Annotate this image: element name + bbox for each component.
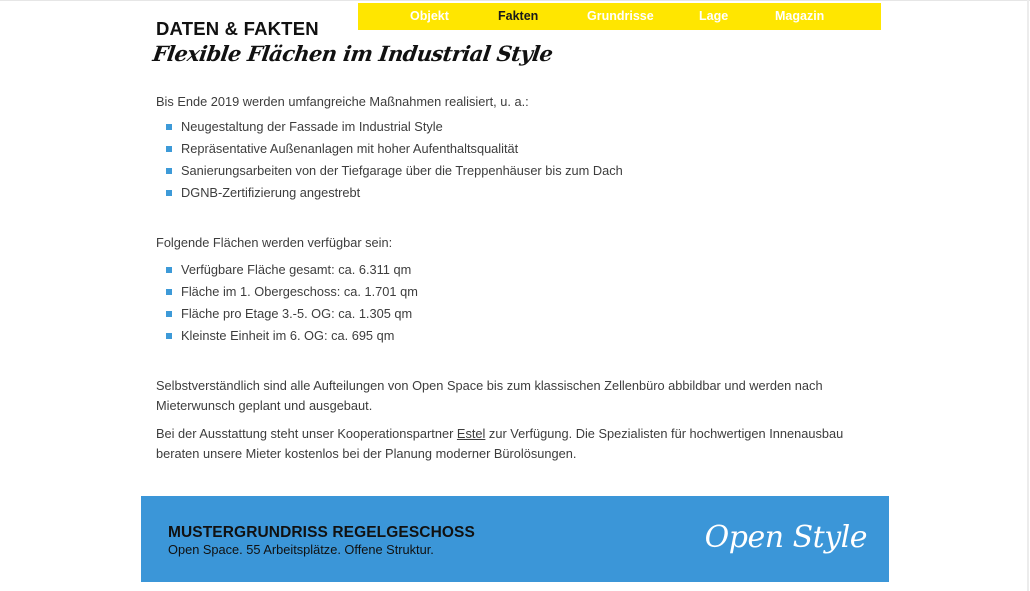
page-subtitle: Flexible Flächen im Industrial Style — [151, 41, 555, 66]
areas-list — [166, 260, 418, 348]
square-bullet-icon — [166, 146, 172, 152]
square-bullet-icon — [166, 311, 172, 317]
list-item-text: Repräsentative Außenanlagen mit hoher Aufenthaltsqualität — [181, 141, 519, 156]
square-bullet-icon — [166, 267, 172, 273]
open-style-logo: Open Style — [704, 520, 867, 555]
list-item — [166, 326, 418, 348]
list-item-text: Sanierungsarbeiten von der Tiefgarage über die Treppenhäuser bis zum Dach — [181, 163, 623, 178]
partner-text-before: Bei der Ausstattung steht unser Kooperationspartner — [156, 426, 457, 441]
list-item — [166, 161, 623, 183]
list-item — [166, 282, 418, 304]
top-border — [0, 0, 1030, 1]
partner-text-after: zur Verfügung. Die Spezialisten für hochwertigen Innenausbau beraten unsere Mieter kostenlos bei der Planung moderner Bürolösungen. — [156, 426, 844, 461]
list-item-text: DGNB-Zertifizierung angestrebt — [181, 185, 361, 200]
scrollbar-track[interactable] — [1027, 0, 1029, 591]
list-item-text: Neugestaltung der Fassade im Industrial Style — [181, 119, 443, 134]
square-bullet-icon — [166, 190, 172, 196]
square-bullet-icon — [166, 124, 172, 130]
list-item — [166, 139, 623, 161]
nav-item-fakten[interactable]: Fakten — [498, 9, 539, 23]
layout-paragraph: Selbstverständlich sind alle Aufteilungen von Open Space bis zum klassischen Zellenbüro abbildbar und werden nach Mieterwunsch geplant und ausgebaut. — [156, 378, 823, 413]
nav-item-grundrisse[interactable]: Grundrisse — [587, 9, 654, 23]
list-item — [166, 117, 623, 139]
measures-list — [166, 117, 623, 205]
floorplan-banner[interactable] — [141, 496, 889, 582]
square-bullet-icon — [166, 168, 172, 174]
nav-item-objekt[interactable]: Objekt — [410, 9, 449, 23]
list-item-text: Kleinste Einheit im 6. OG: ca. 695 qm — [181, 328, 395, 343]
nav-item-lage[interactable]: Lage — [699, 9, 729, 23]
page-title: DATEN & FAKTEN — [156, 18, 319, 39]
square-bullet-icon — [166, 333, 172, 339]
nav-item-magazin[interactable]: Magazin — [775, 9, 825, 23]
list-item — [166, 260, 418, 282]
partner-paragraph — [156, 424, 856, 464]
banner-subtitle: Open Space. 55 Arbeitsplätze. Offene Struktur. — [168, 542, 434, 557]
areas-intro: Folgende Flächen werden verfügbar sein: — [156, 235, 393, 250]
list-item-text: Verfügbare Fläche gesamt: ca. 6.311 qm — [181, 262, 412, 277]
banner-title: MUSTERGRUNDRISS REGELGESCHOSS — [168, 524, 475, 541]
main-navigation — [358, 3, 881, 30]
square-bullet-icon — [166, 289, 172, 295]
measures-intro: Bis Ende 2019 werden umfangreiche Maßnahmen realisiert, u. a.: — [156, 94, 529, 109]
estel-link[interactable]: Estel — [456, 426, 486, 441]
list-item-text: Fläche im 1. Obergeschoss: ca. 1.701 qm — [181, 284, 418, 299]
list-item — [166, 183, 623, 205]
list-item-text: Fläche pro Etage 3.-5. OG: ca. 1.305 qm — [181, 306, 413, 321]
list-item — [166, 304, 418, 326]
